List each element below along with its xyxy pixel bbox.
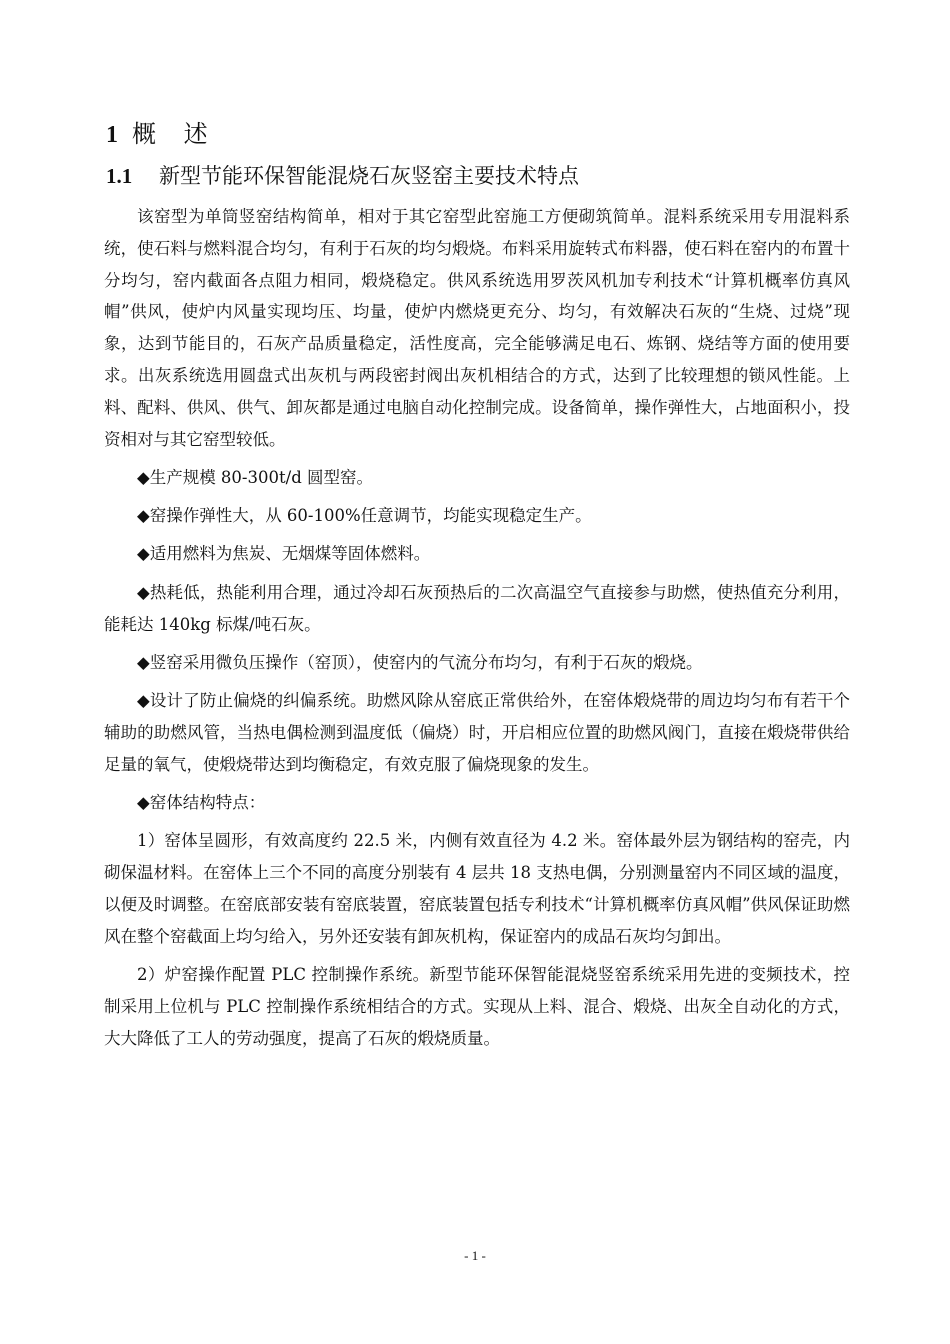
page-number: - 1 - — [464, 1248, 486, 1263]
feature-item-kiln-structure: ◆窑体结构特点： — [137, 793, 266, 813]
section-number: 1 — [106, 122, 118, 148]
feature-item-correction-system: ◆设计了防止偏烧的纠偏系统。助燃风除从窑底正常供给外，在窑体煅烧带的周边均匀布有若干个辅助的助燃风管，当热电偶检测到温度低（偏烧）时，开启相应位置的助燃风阀门，直接在煅烧带供给足量的氧气，使煅烧带达到均衡稳定，有效克服了偏烧现象的发生。 — [104, 691, 850, 774]
subsection-title: 新型节能环保智能混烧石灰竖窑主要技术特点 — [159, 164, 579, 188]
kiln-structure-point-2: 2）炉窑操作配置 PLC 控制操作系统。新型节能环保智能混烧竖窑系统采用先进的变频技术，控制采用上位机与 PLC 控制操作系统相结合的方式。实现从上料、混合、煅烧、出灰全自动化的方式，大大降低了工人的劳动强度，提高了石灰的煅烧质量。 — [104, 965, 850, 1048]
section-title: 概 述 — [132, 120, 218, 148]
feature-item-production-scale: ◆生产规模 80-300t/d 圆型窑。 — [137, 467, 373, 487]
kiln-structure-point-1: 1）窑体呈圆形，有效高度约 22.5 米，内侧有效直径为 4.2 米。窑体最外层为钢结构的窑壳，内砌保温材料。在窑体上三个不同的高度分别装有 4 层共 18 支热电偶，分别测量窑内不同区域的温度，以便及时调整。在窑底部安装有窑底装置，窑底装置包括专利技术“计算机概率仿真风帽”供风保证助燃风在整个窑截面上均匀给入，另外还安装有卸灰机构，保证窑内的成品石灰均匀卸出。 — [104, 831, 850, 946]
intro-paragraph: 该窑型为单筒竖窑结构简单，相对于其它窑型此窑施工方便砌筑简单。混料系统采用专用混料系统，使石料与燃料混合均匀，有利于石灰的均匀煅烧。布料采用旋转式布料器，使石料在窑内的布置十分均匀，窑内截面各点阻力相同，煅烧稳定。供风系统选用罗茨风机加专利技术“计算机概率仿真风帽”供风，使炉内风量实现均压、均量，使炉内燃烧更充分、均匀，有效解决石灰的“生烧、过烧”现象，达到节能目的，石灰产品质量稳定，活性度高，完全能够满足电石、炼钢、烧结等方面的使用要求。出灰系统选用圆盘式出灰机与两段密封阀出灰机相结合的方式，达到了比较理想的锁风性能。上料、配料、供风、供气、卸灰都是通过电脑自动化控制完成。设备简单，操作弹性大，占地面积小，投资相对与其它窑型较低。 — [104, 207, 850, 449]
subsection-heading — [106, 160, 579, 192]
section-heading — [106, 118, 218, 151]
feature-item-heat-consumption: ◆热耗低，热能利用合理，通过冷却石灰预热后的二次高温空气直接参与助燃，使热值充分利用，能耗达 140kg 标煤/吨石灰。 — [104, 582, 850, 634]
feature-item-operating-flexibility: ◆窑操作弹性大，从 60-100%任意调节，均能实现稳定生产。 — [137, 506, 592, 526]
feature-item-fuel: ◆适用燃料为焦炭、无烟煤等固体燃料。 — [137, 544, 431, 564]
feature-item-negative-pressure: ◆竖窑采用微负压操作（窑顶），使窑内的气流分布均匀，有利于石灰的煅烧。 — [137, 652, 703, 672]
subsection-number: 1.1 — [106, 164, 133, 188]
body-text — [104, 201, 850, 1061]
